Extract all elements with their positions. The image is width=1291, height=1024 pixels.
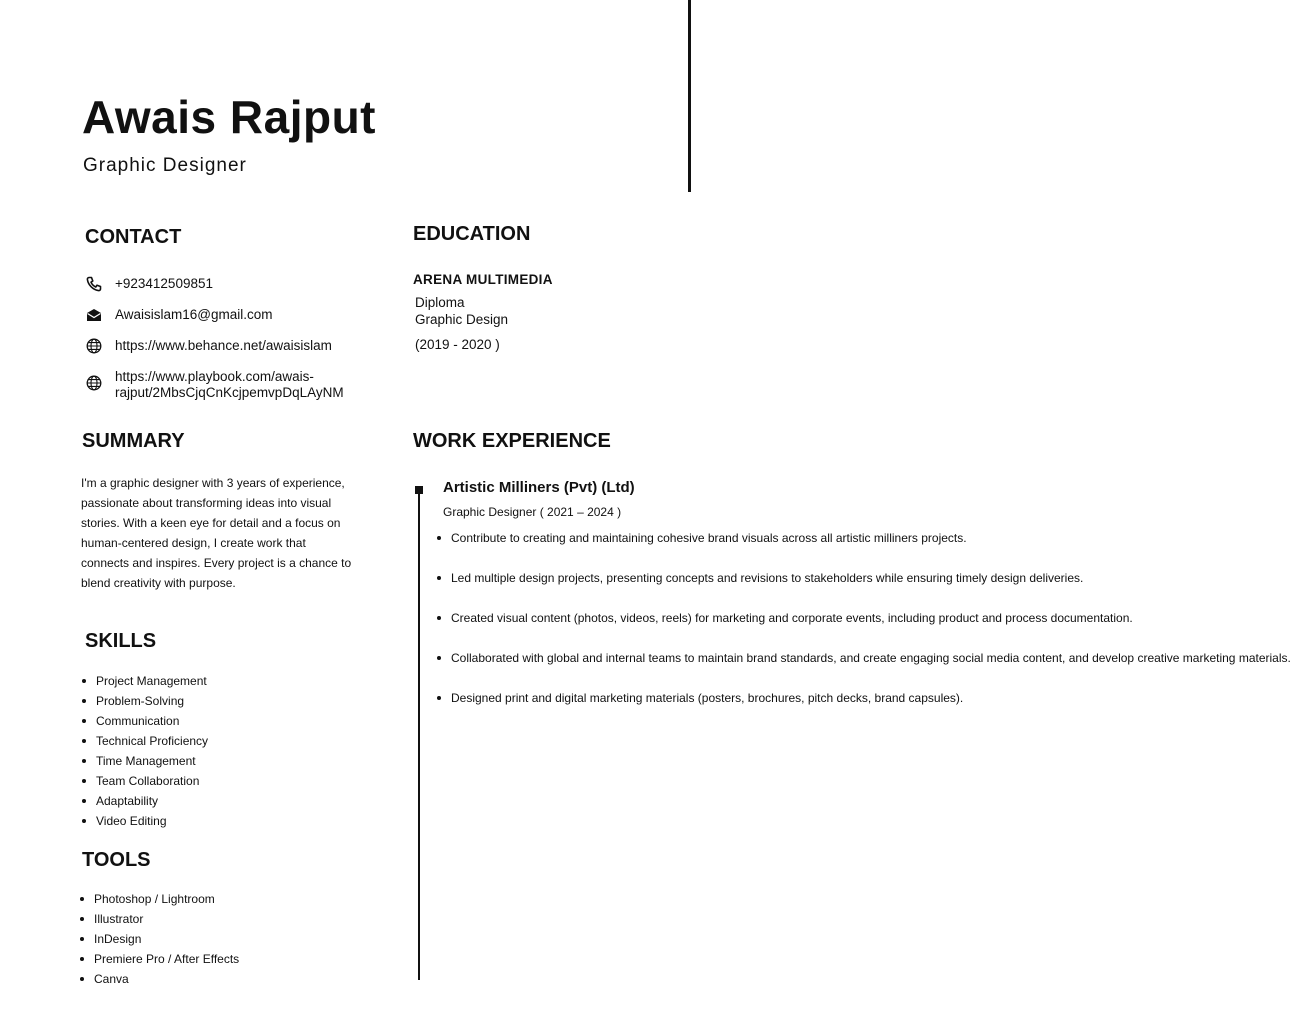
list-item: Project Management bbox=[82, 671, 208, 691]
person-name: Awais Rajput bbox=[82, 91, 376, 143]
list-item: Communication bbox=[82, 711, 208, 731]
education-heading: EDUCATION bbox=[413, 223, 531, 245]
list-item: Illustrator bbox=[80, 909, 239, 929]
list-item: Collaborated with global and internal teams to maintain brand standards, and create engaging social media content, and develop creative marketing materials. bbox=[437, 648, 697, 668]
behance-link[interactable]: https://www.behance.net/awaisislam bbox=[115, 338, 332, 353]
mail-icon bbox=[85, 307, 103, 323]
list-item: Contribute to creating and maintaining cohesive brand visuals across all artistic milliners projects. bbox=[437, 528, 697, 548]
list-item: InDesign bbox=[80, 929, 239, 949]
list-item: Led multiple design projects, presenting concepts and revisions to stakeholders while ensuring timely design deliveries. bbox=[437, 568, 697, 588]
contact-phone bbox=[85, 276, 385, 292]
list-item: Designed print and digital marketing materials (posters, brochures, pitch decks, brand capsules). bbox=[437, 688, 697, 708]
timeline-marker bbox=[415, 486, 423, 494]
skills-heading: SKILLS bbox=[85, 630, 157, 652]
skills-list bbox=[82, 671, 208, 831]
list-item: Time Management bbox=[82, 751, 208, 771]
list-item: Technical Proficiency bbox=[82, 731, 208, 751]
contact-playbook bbox=[85, 369, 385, 401]
list-item: Canva bbox=[80, 969, 239, 989]
list-item: Adaptability bbox=[82, 791, 208, 811]
playbook-link[interactable]: https://www.playbook.com/awais- rajput/2MbsCjqCnKcjpemvpDqLAyNM bbox=[115, 369, 344, 400]
contact-heading: CONTACT bbox=[85, 226, 182, 248]
email-text: Awaisislam16@gmail.com bbox=[115, 307, 273, 322]
contact-behance bbox=[85, 338, 385, 354]
list-item: Created visual content (photos, videos, reels) for marketing and corporate events, including product and process documentation. bbox=[437, 608, 697, 628]
tools-list bbox=[80, 889, 239, 989]
school-name: ARENA MULTIMEDIA bbox=[413, 272, 553, 287]
globe-icon bbox=[85, 338, 103, 354]
degree: Diploma bbox=[415, 295, 465, 310]
list-item: Video Editing bbox=[82, 811, 208, 831]
duties-list bbox=[437, 528, 1291, 728]
phone-text: +923412509851 bbox=[115, 276, 213, 291]
job-title: Graphic Designer ( 2021 – 2024 ) bbox=[443, 505, 622, 519]
list-item: Photoshop / Lightroom bbox=[80, 889, 239, 909]
contact-email bbox=[85, 307, 385, 323]
tools-heading: TOOLS bbox=[82, 849, 151, 871]
globe-icon bbox=[85, 375, 103, 391]
summary-heading: SUMMARY bbox=[82, 430, 185, 452]
company-name: Artistic Milliners (Pvt) (Ltd) bbox=[443, 479, 635, 496]
timeline-line bbox=[418, 492, 420, 980]
job-role: Graphic Designer bbox=[83, 155, 247, 176]
work-heading: WORK EXPERIENCE bbox=[413, 430, 611, 452]
education-years: (2019 - 2020 ) bbox=[415, 337, 500, 352]
phone-icon bbox=[85, 276, 103, 292]
list-item: Team Collaboration bbox=[82, 771, 208, 791]
list-item: Premiere Pro / After Effects bbox=[80, 949, 239, 969]
list-item: Problem-Solving bbox=[82, 691, 208, 711]
field-of-study: Graphic Design bbox=[415, 312, 509, 327]
decorative-bar bbox=[688, 0, 691, 192]
summary-text: I'm a graphic designer with 3 years of experience, passionate about transforming ideas into visual stories. With a keen eye for detail and a focus on human-centered design, I create work that connects and inspires. Every project is a chance to blend creativity with purpose. bbox=[81, 476, 352, 590]
